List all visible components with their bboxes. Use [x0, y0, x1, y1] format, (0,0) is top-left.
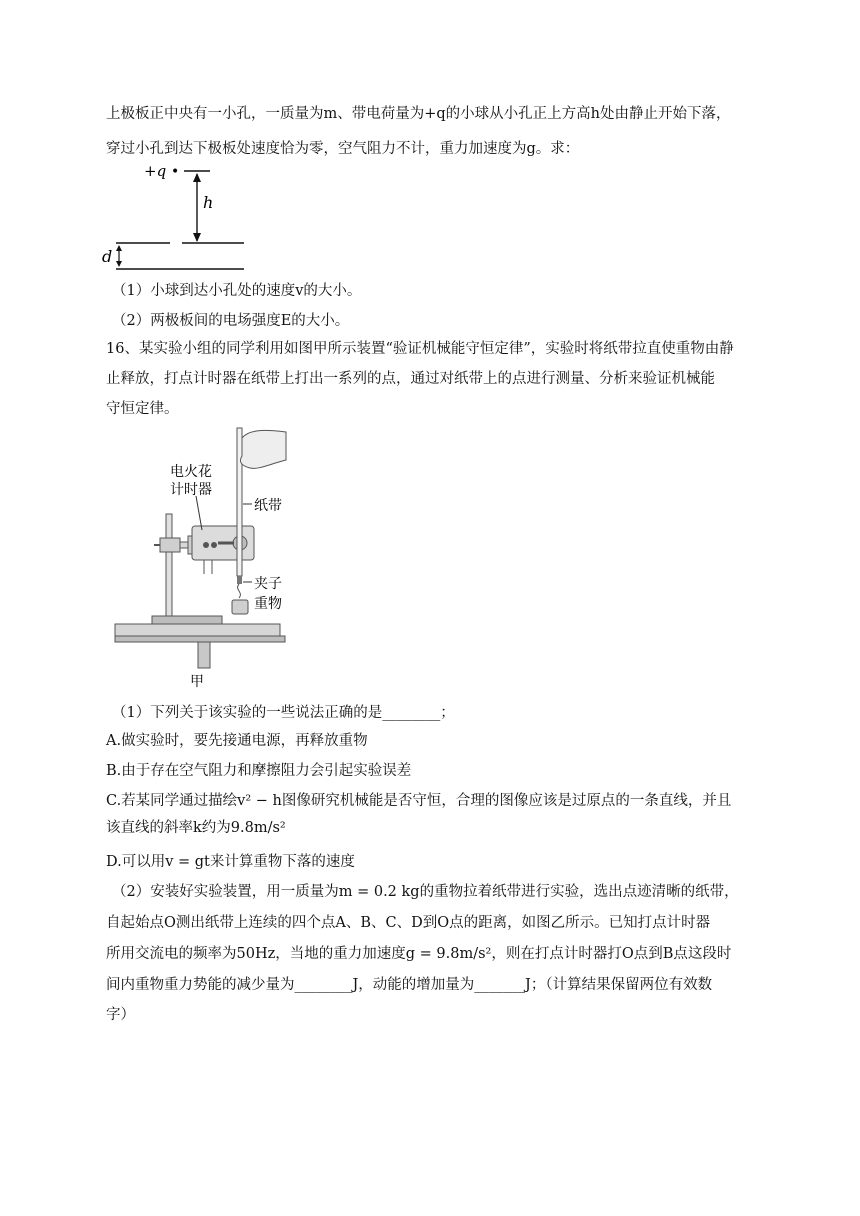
timer-label-2: 计时器 [170, 482, 212, 498]
option-a: A.做实验时，要先接通电源，再释放重物 [106, 733, 368, 749]
q16-part2-line-2: 自起始点O测出纸带上连续的四个点A、B、C、D到O点的距离，如图乙所示。已知打点计时器 [106, 915, 711, 931]
tape-label: 纸带 [254, 498, 282, 514]
height-label: h [203, 193, 214, 212]
weight-label: 重物 [254, 596, 282, 612]
option-d: D.可以用v = gt来计算重物下落的速度 [106, 854, 355, 870]
charge-label: +q [144, 162, 167, 180]
q15-sub-1: （1）小球到达小孔处的速度v的大小。 [112, 283, 362, 299]
apparatus-figure [110, 424, 310, 690]
paper-tape [237, 428, 242, 576]
stand-rod [166, 514, 172, 616]
option-c-line-2: 该直线的斜率k约为9.8m/s² [106, 820, 286, 836]
clip-label: 夹子 [254, 576, 282, 592]
option-b: B.由于存在空气阻力和摩擦阻力会引起实验误差 [106, 763, 412, 779]
weight [232, 600, 248, 614]
ball-dot: • [171, 164, 180, 180]
q15-text-line-1: 上极板正中央有一小孔，一质量为m、带电荷量为+q的小球从小孔正上方高h处由静止开始下落， [106, 106, 731, 122]
q16-part2-line-1: （2）安装好实验装置，用一质量为m = 0.2 kg的重物拉着纸带进行实验，选出点迹清晰的纸带， [112, 884, 739, 900]
q16-text-line-3: 守恒定律。 [106, 401, 179, 417]
q16-part1: （1）下列关于该实验的一些说法正确的是________； [112, 705, 455, 721]
gap-label: d [102, 247, 113, 266]
plates-figure [100, 158, 260, 276]
q16-part2-line-5: 字） [106, 1007, 135, 1023]
hand [240, 430, 286, 468]
q16-text-line-2: 止释放，打点计时器在纸带上打出一系列的点，通过对纸带上的点进行测量、分析来验证机械能 [106, 371, 715, 387]
q16-text-line-1: 16、某实验小组的同学利用如图甲所示装置“验证机械能守恒定律”，实验时将纸带拉直使重物由静 [106, 341, 734, 357]
figure-caption: 甲 [190, 674, 204, 690]
q15-sub-2: （2）两极板间的电场强度E的大小。 [112, 313, 350, 329]
timer-label-1: 电火花 [170, 464, 212, 480]
q16-part2-line-4: 间内重物重力势能的减少量为________J，动能的增加量为_______J；（计算结果保留两位有效数 [106, 977, 713, 993]
q16-part2-line-3: 所用交流电的频率为50Hz，当地的重力加速度g = 9.8m/s²，则在打点计时器打O点到B点这段时 [106, 946, 732, 962]
q15-text-line-2: 穿过小孔到达下极板处速度恰为零，空气阻力不计，重力加速度为g。求： [106, 141, 580, 157]
stand-base [152, 616, 222, 624]
option-c-line-1: C.若某同学通过描绘v² − h图像研究机械能是否守恒，合理的图像应该是过原点的一条直线，并且 [106, 793, 732, 809]
